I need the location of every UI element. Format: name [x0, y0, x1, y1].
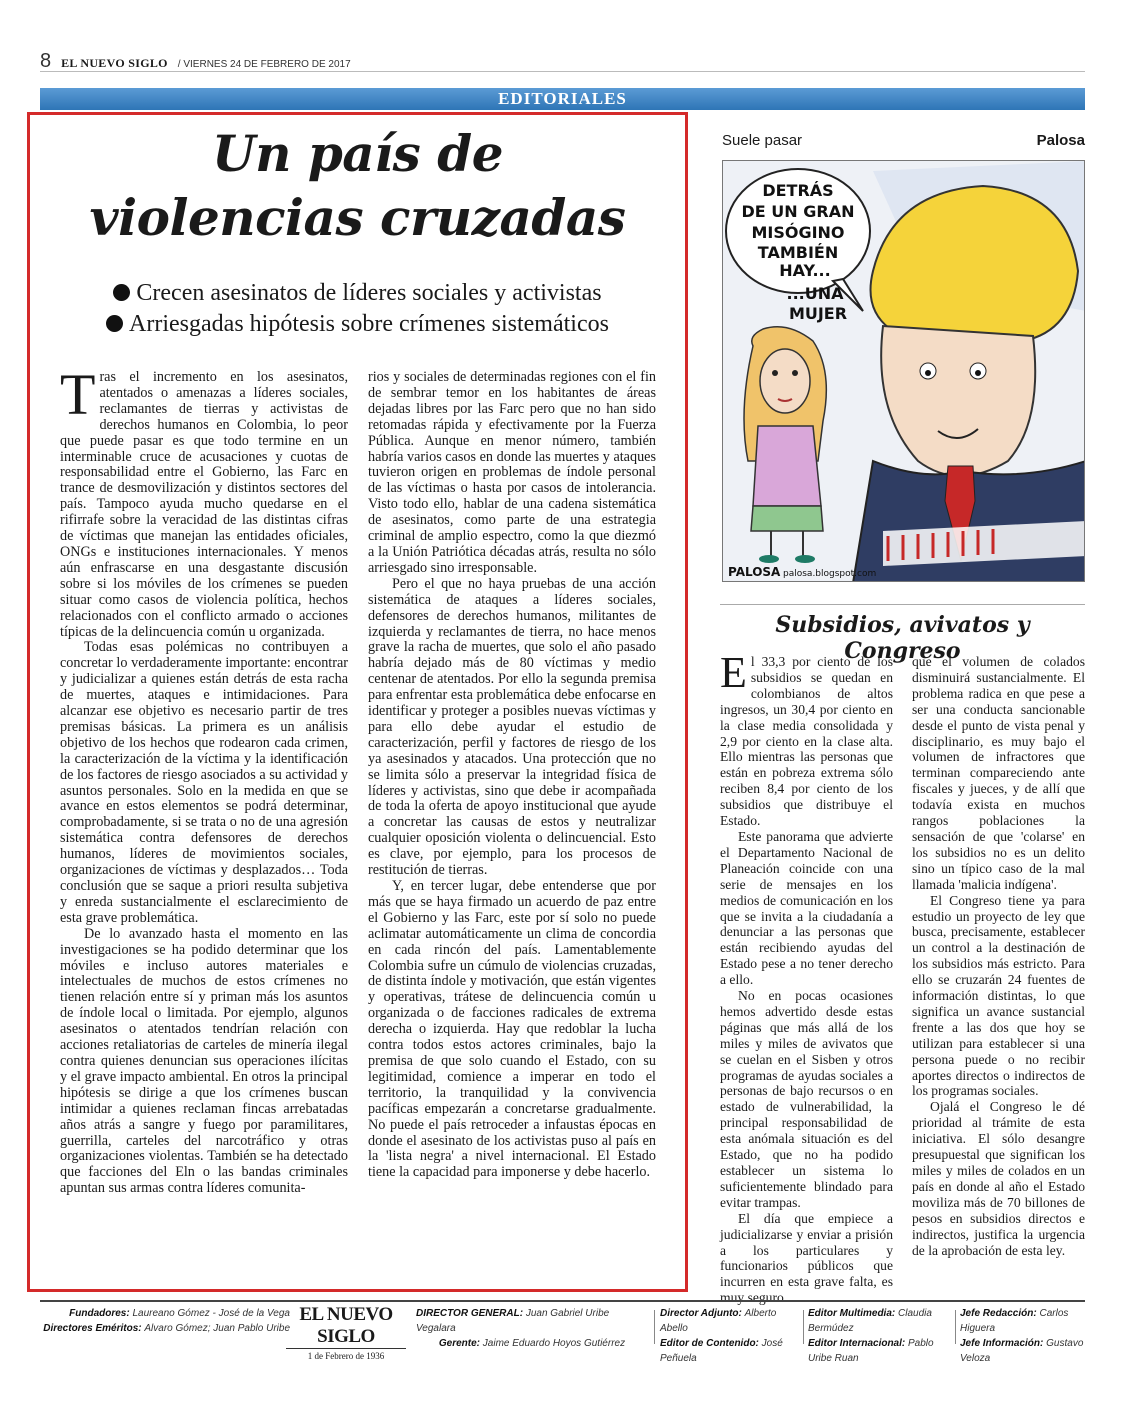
cartoon-author: Palosa	[1036, 132, 1085, 149]
masthead-founders: Fundadores: Laureano Gómez - José de la Vega Directores Eméritos: Alvaro Gómez; Juan Pablo Uribe	[43, 1308, 290, 1334]
bubble-text-5: HAY...	[779, 261, 831, 280]
bubble-text-6: ...UNA	[786, 284, 844, 303]
bullet-dot-icon	[113, 284, 130, 301]
founding-date: 1 de Febrero de 1936	[307, 1351, 385, 1361]
bubble-text-7: MUJER	[788, 304, 848, 323]
section-band	[40, 88, 1085, 110]
paper-name: EL NUEVO SIGLO	[61, 56, 168, 70]
cartoon-signature: PALOSA	[728, 565, 781, 579]
article-paragraph: Tras el incremento en los asesinatos, atentados o amenazas a líderes sociales, reclamantes de tierras y activistas de derechos humanos en Colombia, lo peor que puede pasar es que todo termine en un interminable cruce de acusaciones y cuotas de responsabilidad entre el Gobierno, las Farc en trance de desmovilización y distintos sectores del país. Tampoco ayuda mucho quedarse en el rifirrafe sobre la veracidad de las distintas cifras de víctimas que manejan las entidades oficiales, ONGs e instituciones internacionales. Y menos aún enfrascarse en una desgastante discusión sobre si los móviles de los crímenes se pueden situar como casos de violencia política, hechos relacionados con el conflicto armado o acciones típicas de la delincuencia común u organizada.	[60, 362, 348, 640]
cartoon-illustration	[723, 161, 1085, 582]
masthead-director: DIRECTOR GENERAL: Juan Gabriel Uribe Vegalara Gerente: Jaime Eduardo Hoyos Gutiérrez	[416, 1308, 626, 1349]
article-paragraph: El 33,3 por ciento de los subsidios se quedan en colombianos de altos ingresos, un 30,4 por ciento en la clase media consolidada y 2,9 por ciento en la clase alta. Ello mientras las personas que están en pobreza extrema sólo reciben 8,4 por ciento de los subsidios que distribuye el Estado.	[720, 648, 893, 829]
article-paragraph: que el volumen de colados disminuirá sustancialmente. El problema radica en que pese a ser una conducta sancionable desde el punto de vista penal y disciplinario, es muy bajo el volumen de infractores que terminan compareciendo ante fiscales y jueces, y de allí que todavía exista en muchos rangos poblaciones la sensación de que 'colarse' en los subsidios no es un delito sino un típico caso de la mal llamada 'malicia indígena'.	[912, 654, 1085, 892]
masthead-logo	[286, 1304, 406, 1361]
divider	[720, 604, 1085, 605]
masthead-divider	[654, 1310, 655, 1344]
masthead-editors-2: Editor Multimedia: Claudia Bermúdez Editor Internacional: Pablo Uribe Ruan	[808, 1308, 934, 1364]
article-paragraph: El día que empiece a judicializarse y enviar a prisión a los particulares y funcionarios públicos que incurren en esta grave falta, es muy seguro	[720, 1210, 893, 1306]
cartoon-header	[722, 132, 1085, 149]
masthead-divider	[955, 1310, 956, 1344]
cartoon-section: Suele pasar	[722, 132, 803, 149]
article-paragraph: Este panorama que advierte el Departamento Nacional de Planeación coincide con una serie de mensajes en los medios de comunicación en los que se invita a la ciudadanía a denunciar a las personas que están recibiendo ayudas del Estado pese a no tener derecho a ello.	[720, 828, 893, 988]
issue-date: / VIERNES 24 DE FEBRERO DE 2017	[177, 59, 351, 70]
second-editorial-title: Subsidios, avivatos y Congreso	[775, 612, 1030, 664]
article-paragraph: El Congreso tiene ya para estudio un proyecto de ley que busca, precisamente, establecer un control a la destinación de los subsidios más estricto. Para ello se cruzarán 24 fuentes de información distintas, lo que significa un avance sustancial frente a las dos que hoy se utilizan para establecer si una persona puede o no recibir aportes directos o indirectos de los programas sociales.	[912, 892, 1085, 1099]
main-headline	[30, 122, 685, 250]
bullet-dot-icon	[106, 315, 123, 332]
headline-line-2: violencias cruzadas	[89, 188, 626, 247]
article-paragraph: No en pocas ocasiones hemos advertido desde estas páginas que más allá de los miles y miles de avivatos que se cuelan en el Sisben y otros programas de ayudas sociales a personas de bajo recursos o en estado de vulnerabilidad, la principal responsabilidad de esta anómala situación es del Estado, que no ha podido establecer un sistema lo suficientemente blindado para evitar trampas.	[720, 988, 893, 1210]
drop-cap: T	[60, 362, 96, 427]
main-article-column-2	[368, 370, 656, 1181]
masthead-editors-1: Director Adjunto: Alberto Abello Editor de Contenido: José Peñuela	[660, 1308, 783, 1364]
paper-logo: EL NUEVO SIGLO	[286, 1304, 406, 1349]
masthead-divider	[803, 1310, 804, 1344]
article-paragraph: rios y sociales de determinadas regiones con el fin de sembrar temor en los habitantes de áreas dejadas libres por las Farc pero que no han sido retomadas rápida y efectivamente por la Fuerza Pública. Aunque en menor número, también habría varios casos en donde las muertes y ataques tuvieron origen en problemas de índole personal de las víctimas o hasta por casos de intolerancia. Visto todo ello, hablar de una cadena sistemática de asesinatos, como parte de una estrategia criminal de amplio espectro, como la que diezmó a la Unión Patriótica décadas atrás, resulta no sólo arriesgado sino irresponsable.	[368, 369, 656, 576]
bubble-text-1: DETRÁS	[762, 181, 834, 200]
headline-line-1: Un país de	[211, 124, 504, 183]
editorial-cartoon	[722, 160, 1085, 582]
page-number: 8	[40, 50, 52, 72]
bubble-text-3: MISÓGINO	[751, 223, 845, 242]
page-header	[40, 50, 1085, 72]
second-article-column-2	[912, 654, 1085, 1258]
cartoon-blog: palosa.blogspot.com	[783, 569, 877, 579]
article-paragraph: Y, en tercer lugar, debe entenderse que por más que se haya firmado un acuerdo de paz entre el Gobierno y las Farc, este por sí solo no puede aclimatar automáticamente un clima de concordia en cada rincón del país. Lamentablemente Colombia sufre un cúmulo de violencias cruzadas, de distinta índole y motivación, que están vigentes y operativas, trátese de delincuencia común u organizada o de facciones radicales de extrema derecha o izquierda. Hay que redoblar la lucha contra todos estos actores criminales, bajo la premisa de que solo cuando el Estado, con su legitimidad, comience a imperar en todo el territorio, la tranquilidad y la convivencia pacíficas empezarán a concretarse gradualmente. No puede el país retroceder a infaustas épocas en donde el asesinato de los activistas puso al país en la 'lista negra' a nivel internacional. El Estado tiene la capacidad para imponerse y debe hacerlo.	[368, 878, 656, 1181]
second-article-column-1	[720, 648, 893, 1306]
footer-divider	[40, 1300, 1085, 1302]
main-article-column-1	[60, 362, 348, 1197]
article-paragraph: Pero el que no haya pruebas de una acción sistemática de ataques a líderes sociales, defensores de derechos humanos, militantes de izquierda y reclamantes de tierra, no hace menos grave la racha de muertes, que solo el año pasado habría dejado más de 80 víctimas y medio centenar de atentados. Por ello la segunda premisa para enfrentar esta problemática debe enfocarse en identificar y proteger a posibles nuevas víctimas y para ello debe ayudar el estudio de caracterización, perfil y factores de riesgo de los ya asesinados y atacados. Una protección que no se limita sólo a preservar la integridad física de líderes y activistas, sino que debe ir acompañada de toda la oferta de apoyo institucional que ayude a concretar las causas de estos y neutralizar cualquier oposición violenta o delincuencial. Esto es clave, por ejemplo, para los procesos de restitución de tierras.	[368, 575, 656, 879]
bullet-item: Arriesgadas hipótesis sobre crímenes sistemáticos	[30, 309, 685, 340]
bubble-text-2: DE UN GRAN	[741, 202, 855, 221]
drop-cap: E	[720, 648, 747, 697]
masthead-editors-3: Jefe Redacción: Carlos Higuera Jefe Información: Gustavo Veloza	[960, 1308, 1084, 1364]
bullet-item: Crecen asesinatos de líderes sociales y activistas	[30, 278, 685, 309]
article-paragraph: Todas esas polémicas no contribuyen a concretar lo verdaderamente importante: encontrar y judicializar a quienes están detrás de esta racha de muertes, ataques e intimidaciones. Para alcanzar ese objetivo es necesario partir de tres premisas básicas. La primera es un análisis objetivo de los hechos que rodearon cada crimen, la caracterización de la víctima y la identificación de los factores de riesgo asociados a su actividad y asuntos personales. Solo en la medida en que se avance en estos elementos se podrá determinar, comprobadamente, si se trata o no de una agresión sistemática contra defensores de derechos humanos, líderes de movimientos sociales, organizaciones de víctimas y desplazados… Toda conclusión que se saque a priori resulta subjetiva y enreda sustancialmente el esclarecimiento de esta grave problemática.	[60, 639, 348, 926]
article-paragraph: Ojalá el Congreso le dé prioridad al trámite de esta iniciativa. El sólo desangre presupuestal que significan los miles y miles de colados en un país en donde al año el Estado moviliza más de 70 billones de pesos en subsidios directos e indirectos, justifica la urgencia de la aprobación de esta ley.	[912, 1099, 1085, 1258]
article-paragraph: De lo avanzado hasta el momento en las investigaciones se ha podido determinar que los móviles e incluso autores materiales e intelectuales de muchos de estos crímenes no tienen relación entre sí y priman más los asuntos de índole local o limitada. Por ejemplo, algunos asesinatos o atentados tendrían relación con acciones retaliatorias de carteles de minería ilegal contra quienes denuncian sus operaciones ilícitas y el grave impacto ambiental. En otros la principal hipótesis se dirige a que los crímenes buscan intimidar a quienes reclaman fincas arrebatadas años atrás a sangre y fuego por paramilitares, guerrilla, carteles del narcotráfico y otras organizaciones violentas. También se ha detectado que facciones del Eln o las bandas criminales apuntan sus armas contra líderes comunita-	[60, 925, 348, 1197]
section-label: EDITORIALES	[498, 89, 627, 108]
bubble-text-4: TAMBIÉN	[757, 243, 839, 262]
subheadline-bullets	[30, 278, 685, 340]
